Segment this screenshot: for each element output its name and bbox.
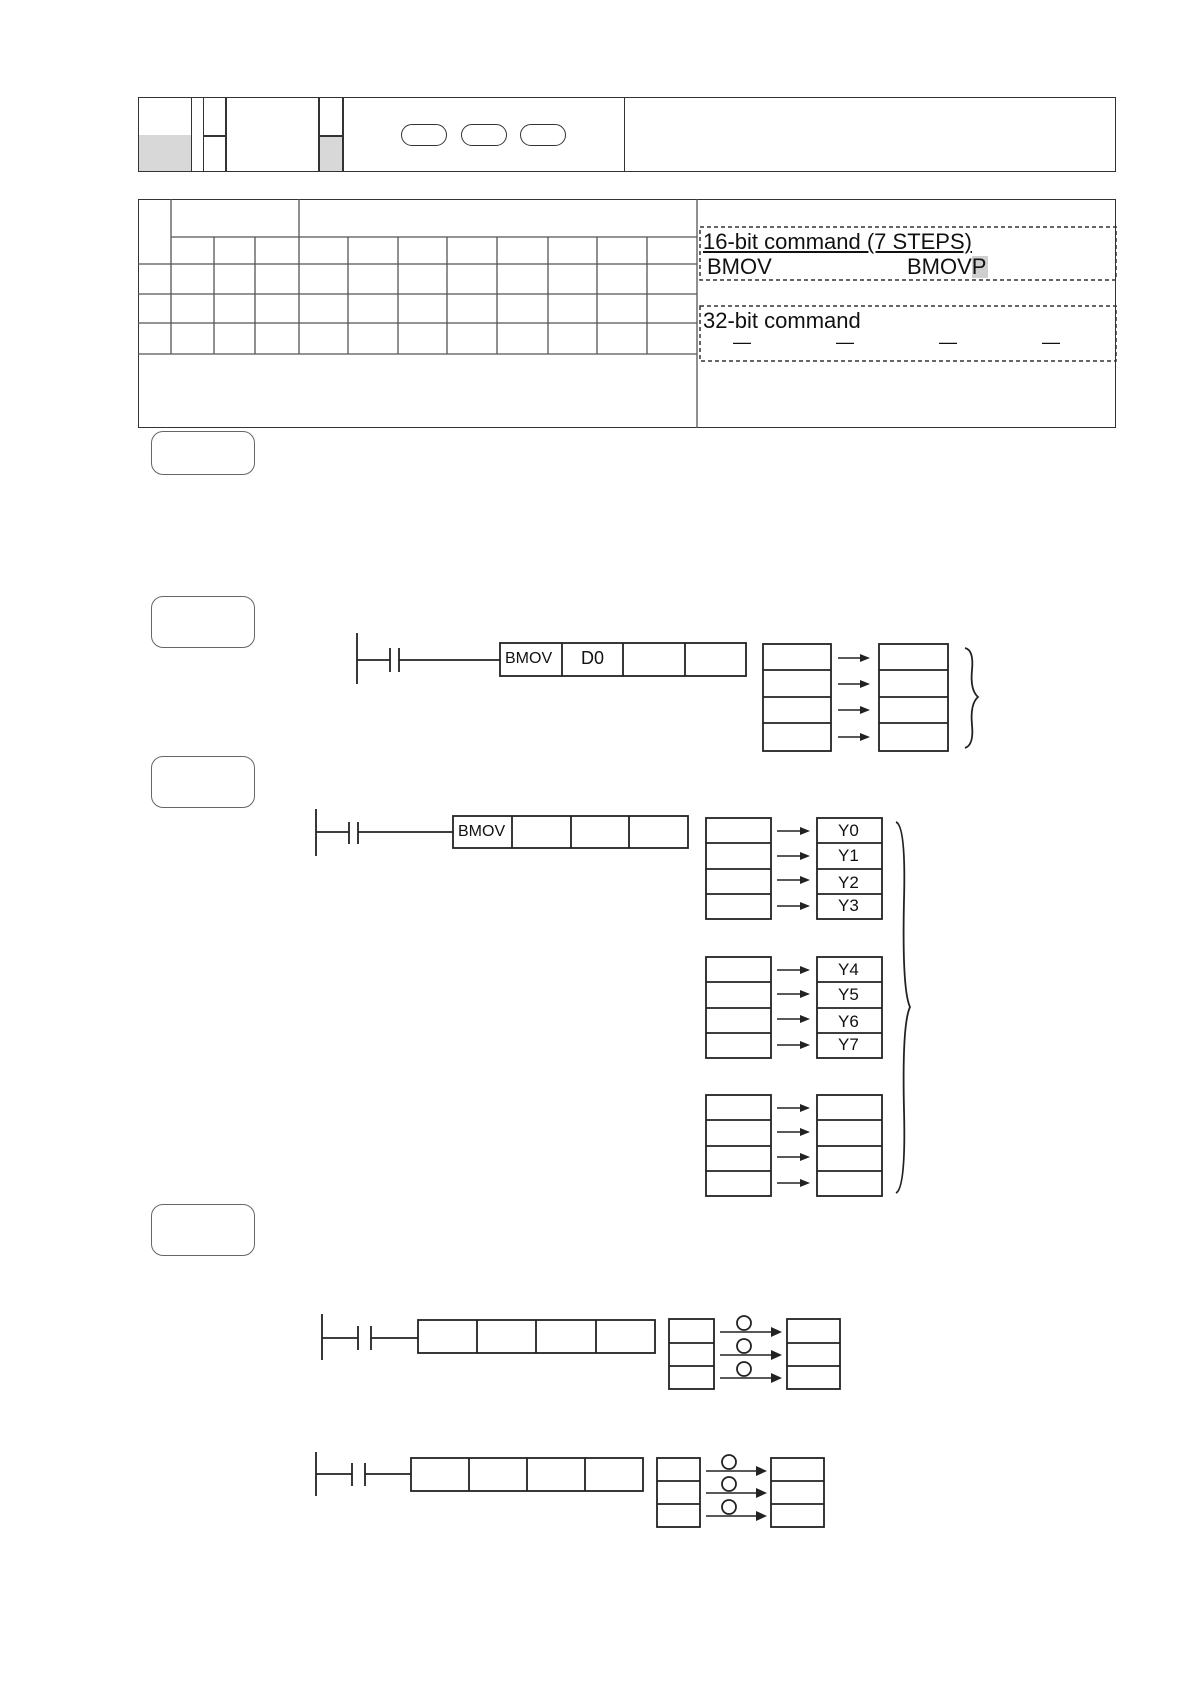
output-label-y4: Y4 bbox=[838, 960, 859, 979]
output-label-y0: Y0 bbox=[838, 821, 859, 840]
cmd16-label: 16-bit command (7 STEPS) bbox=[703, 229, 972, 254]
cmd16-mnemonic-pulse: BMOVP bbox=[907, 254, 987, 279]
cmd32-dash-1: — bbox=[733, 332, 751, 352]
example1-instruction: BMOV bbox=[505, 650, 553, 667]
output-label-y2: Y2 bbox=[838, 873, 859, 892]
cmd32-label: 32-bit command bbox=[703, 308, 861, 333]
cmd32-dash-3: — bbox=[939, 332, 957, 352]
output-label-y3: Y3 bbox=[838, 896, 859, 915]
output-label-y6: Y6 bbox=[838, 1012, 859, 1031]
cmd16-mnemonic: BMOV bbox=[707, 254, 772, 279]
example1-source: D0 bbox=[581, 648, 605, 668]
output-label-y5: Y5 bbox=[838, 985, 859, 1004]
output-label-y1: Y1 bbox=[838, 846, 859, 865]
cmd32-dash-4: — bbox=[1042, 332, 1060, 352]
cmd32-dash-2: — bbox=[836, 332, 854, 352]
output-label-y7: Y7 bbox=[838, 1035, 859, 1054]
example2-instruction: BMOV bbox=[458, 823, 506, 840]
